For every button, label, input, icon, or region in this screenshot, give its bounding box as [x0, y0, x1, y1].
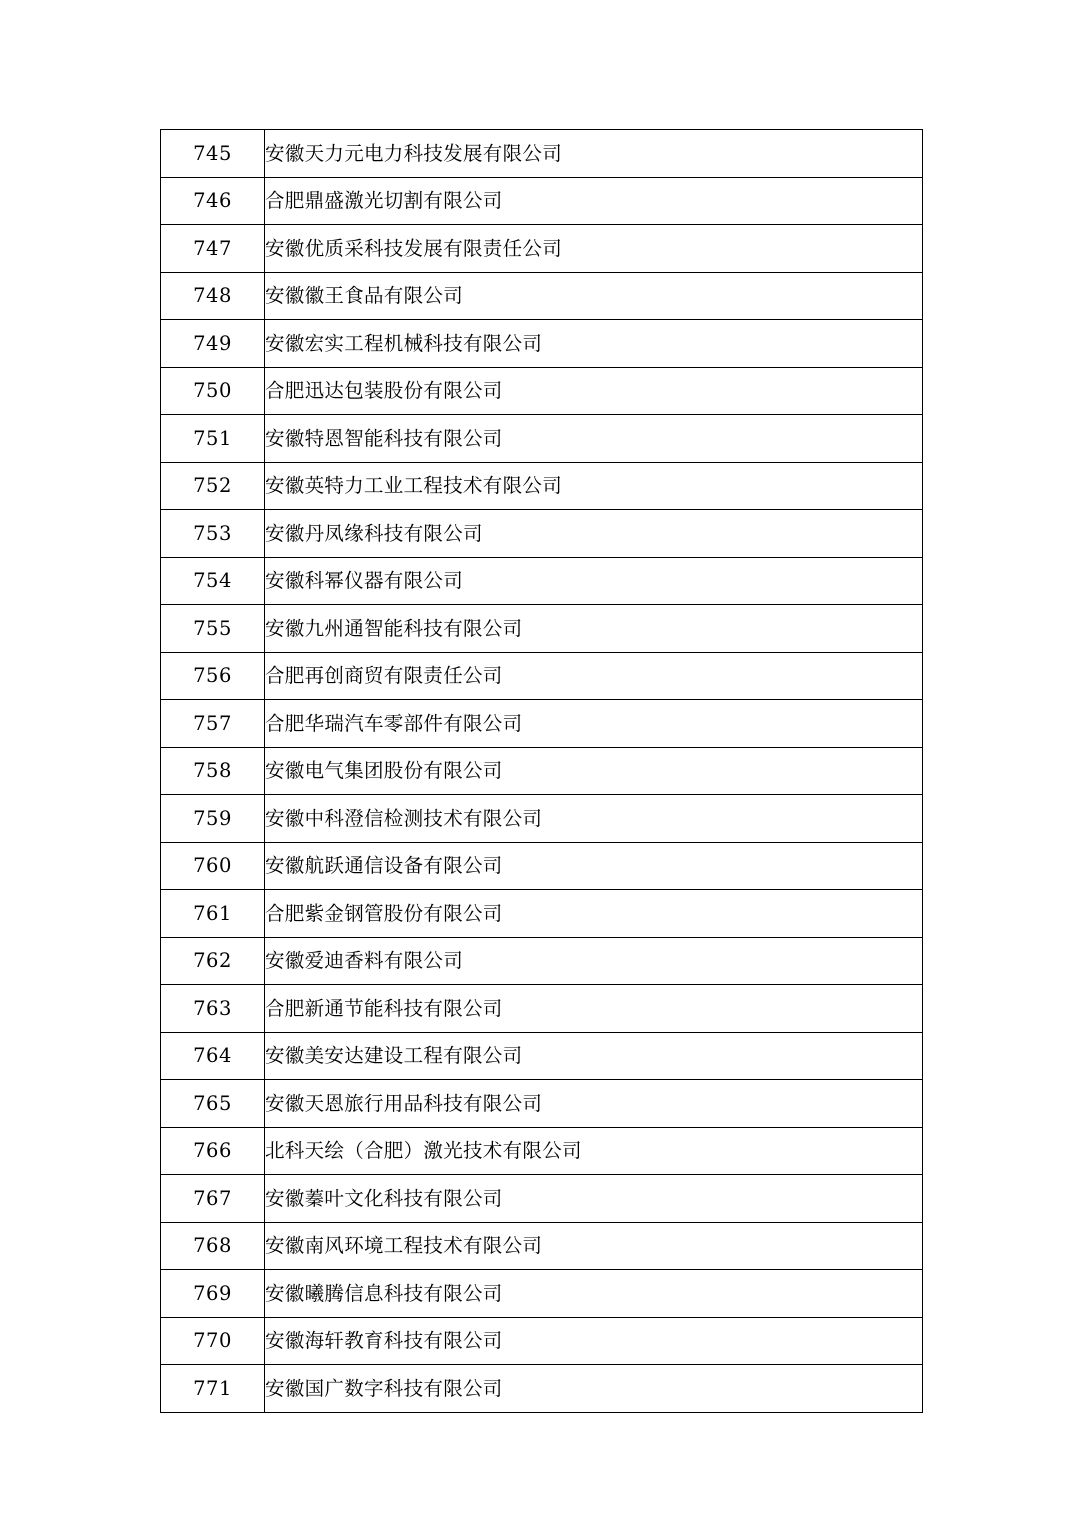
row-index-cell: 764 [161, 1032, 265, 1080]
company-name-cell: 安徽英特力工业工程技术有限公司 [265, 462, 923, 510]
table-row [161, 1365, 923, 1413]
row-index-cell: 768 [161, 1222, 265, 1270]
company-name-cell: 安徽宏实工程机械科技有限公司 [265, 320, 923, 368]
company-name-cell: 北科天绘（合肥）激光技术有限公司 [265, 1127, 923, 1175]
table-row [161, 1175, 923, 1223]
table-row [161, 890, 923, 938]
table-row [161, 985, 923, 1033]
table-row [161, 700, 923, 748]
row-index-cell: 767 [161, 1175, 265, 1223]
company-name-cell: 安徽蓁叶文化科技有限公司 [265, 1175, 923, 1223]
row-index-cell: 749 [161, 320, 265, 368]
company-name-cell: 合肥再创商贸有限责任公司 [265, 652, 923, 700]
table-row [161, 557, 923, 605]
company-name-cell: 安徽科幂仪器有限公司 [265, 557, 923, 605]
row-index-cell: 769 [161, 1270, 265, 1318]
table-row [161, 462, 923, 510]
row-index-cell: 766 [161, 1127, 265, 1175]
company-name-cell: 安徽天恩旅行用品科技有限公司 [265, 1080, 923, 1128]
row-index-cell: 770 [161, 1317, 265, 1365]
table-row [161, 1080, 923, 1128]
table-row [161, 415, 923, 463]
company-list-table [160, 129, 923, 1413]
company-name-cell: 安徽爱迪香料有限公司 [265, 937, 923, 985]
row-index-cell: 758 [161, 747, 265, 795]
table-row [161, 937, 923, 985]
table-row [161, 795, 923, 843]
company-table-body [161, 130, 923, 1413]
row-index-cell: 745 [161, 130, 265, 178]
table-row [161, 1032, 923, 1080]
table-row [161, 320, 923, 368]
row-index-cell: 762 [161, 937, 265, 985]
table-row [161, 842, 923, 890]
row-index-cell: 750 [161, 367, 265, 415]
table-row [161, 130, 923, 178]
table-row [161, 510, 923, 558]
row-index-cell: 757 [161, 700, 265, 748]
table-row [161, 177, 923, 225]
row-index-cell: 760 [161, 842, 265, 890]
company-name-cell: 安徽优质采科技发展有限责任公司 [265, 225, 923, 273]
row-index-cell: 761 [161, 890, 265, 938]
row-index-cell: 751 [161, 415, 265, 463]
row-index-cell: 752 [161, 462, 265, 510]
company-name-cell: 安徽徽王食品有限公司 [265, 272, 923, 320]
company-name-cell: 合肥华瑞汽车零部件有限公司 [265, 700, 923, 748]
row-index-cell: 771 [161, 1365, 265, 1413]
table-row [161, 1222, 923, 1270]
table-row [161, 225, 923, 273]
company-name-cell: 合肥新通节能科技有限公司 [265, 985, 923, 1033]
table-row [161, 747, 923, 795]
company-name-cell: 安徽中科澄信检测技术有限公司 [265, 795, 923, 843]
company-name-cell: 安徽海轩教育科技有限公司 [265, 1317, 923, 1365]
company-name-cell: 安徽九州通智能科技有限公司 [265, 605, 923, 653]
table-row [161, 272, 923, 320]
row-index-cell: 765 [161, 1080, 265, 1128]
company-name-cell: 安徽电气集团股份有限公司 [265, 747, 923, 795]
company-name-cell: 安徽特恩智能科技有限公司 [265, 415, 923, 463]
company-name-cell: 合肥鼎盛激光切割有限公司 [265, 177, 923, 225]
company-table-wrapper [160, 129, 920, 1413]
company-name-cell: 安徽曦腾信息科技有限公司 [265, 1270, 923, 1318]
table-row [161, 1317, 923, 1365]
table-row [161, 367, 923, 415]
company-name-cell: 安徽美安达建设工程有限公司 [265, 1032, 923, 1080]
company-name-cell: 安徽丹凤缘科技有限公司 [265, 510, 923, 558]
row-index-cell: 746 [161, 177, 265, 225]
company-name-cell: 合肥紫金钢管股份有限公司 [265, 890, 923, 938]
company-name-cell: 安徽南风环境工程技术有限公司 [265, 1222, 923, 1270]
row-index-cell: 747 [161, 225, 265, 273]
row-index-cell: 763 [161, 985, 265, 1033]
table-row [161, 652, 923, 700]
row-index-cell: 755 [161, 605, 265, 653]
row-index-cell: 759 [161, 795, 265, 843]
table-row [161, 1270, 923, 1318]
company-name-cell: 安徽航跃通信设备有限公司 [265, 842, 923, 890]
company-name-cell: 合肥迅达包装股份有限公司 [265, 367, 923, 415]
row-index-cell: 753 [161, 510, 265, 558]
row-index-cell: 756 [161, 652, 265, 700]
row-index-cell: 748 [161, 272, 265, 320]
table-row [161, 1127, 923, 1175]
company-name-cell: 安徽天力元电力科技发展有限公司 [265, 130, 923, 178]
table-row [161, 605, 923, 653]
company-name-cell: 安徽国广数字科技有限公司 [265, 1365, 923, 1413]
row-index-cell: 754 [161, 557, 265, 605]
